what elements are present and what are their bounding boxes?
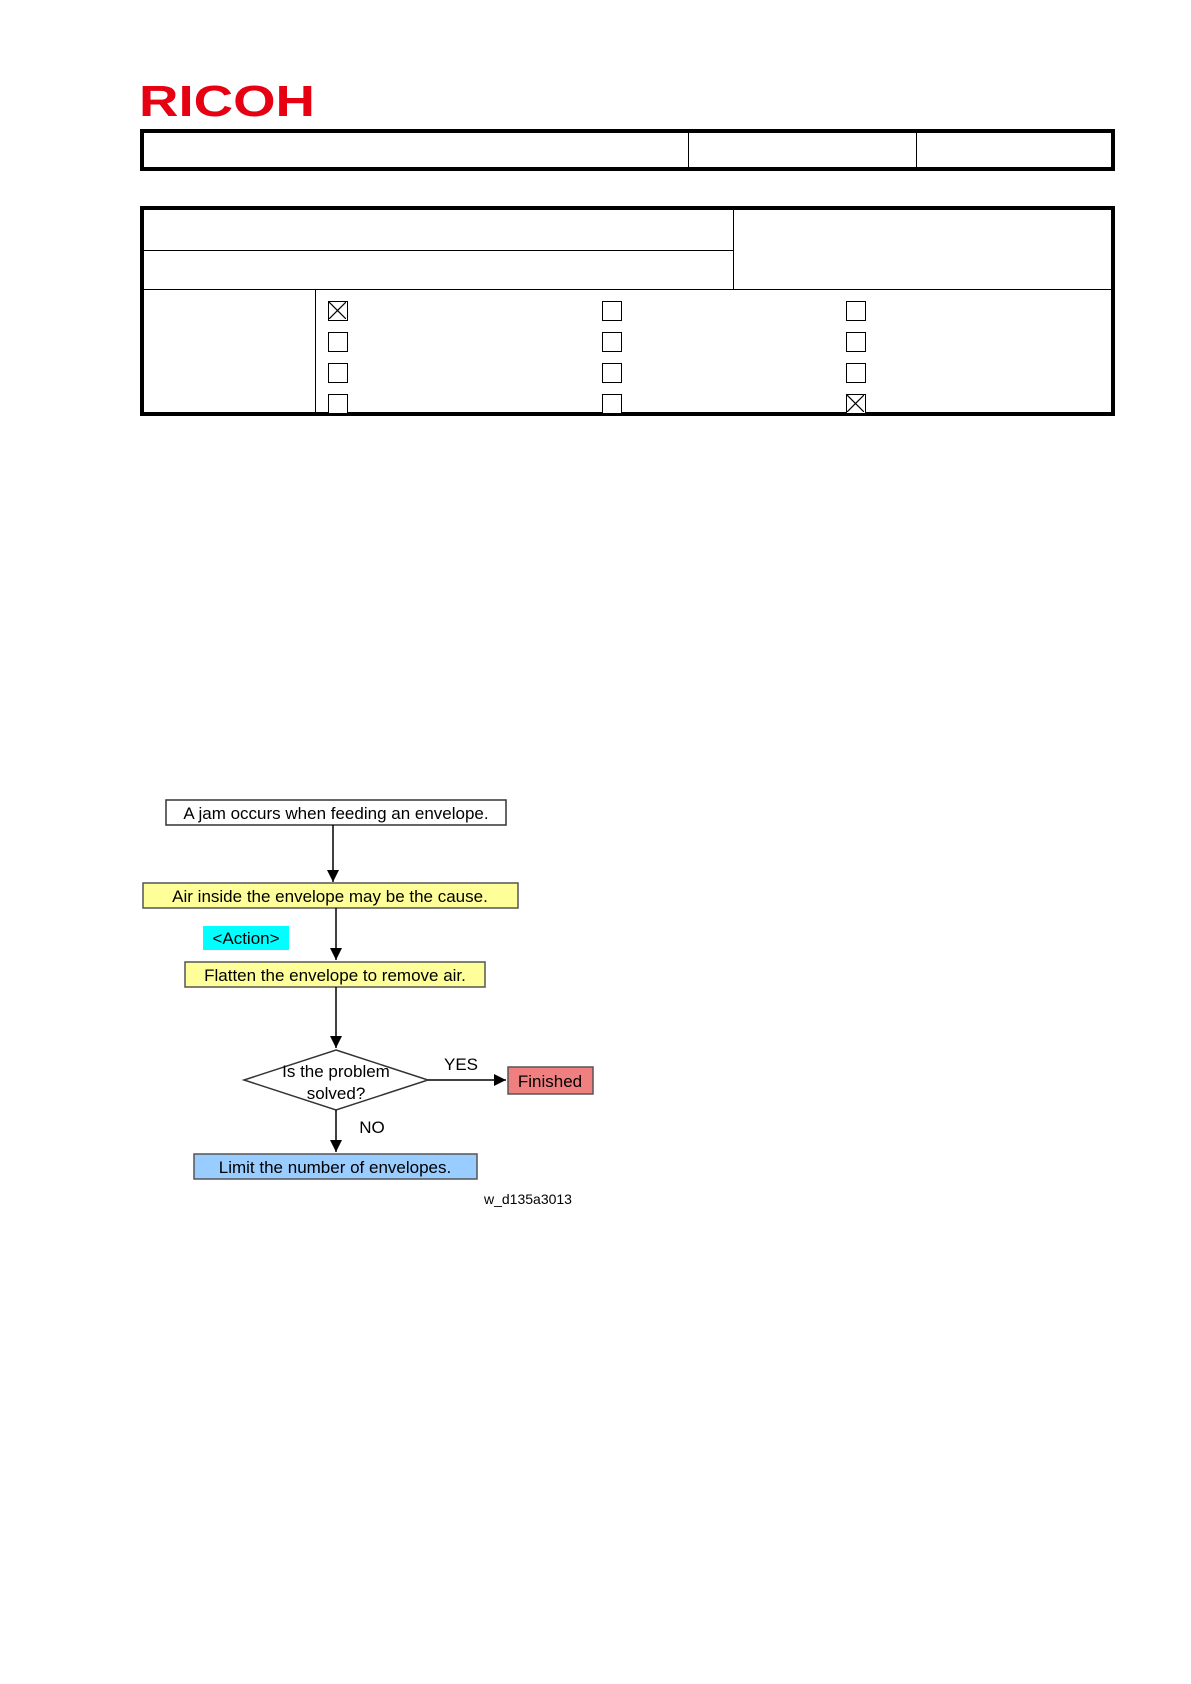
checkbox-r4c2[interactable] (602, 394, 622, 414)
checkbox-r2c3[interactable] (846, 332, 866, 352)
ricoh-logo-mark (139, 82, 315, 122)
checkbox-r3c2[interactable] (602, 363, 622, 383)
header-cell-page (917, 133, 1111, 167)
checkbox-r1c3[interactable] (846, 301, 866, 321)
flowchart (138, 790, 608, 1210)
checkbox-r3c1[interactable] (328, 363, 348, 383)
checkbox-r4c3[interactable] (846, 394, 866, 414)
header-table (140, 129, 1115, 171)
decision-text-line1: Is the problem (282, 1062, 390, 1081)
checkbox-r3c3[interactable] (846, 363, 866, 383)
header-cell-title (144, 133, 689, 167)
no-label: NO (359, 1118, 385, 1137)
yes-label: YES (443, 1055, 479, 1074)
flowchart-svg (138, 790, 608, 1210)
decision-text-line2: solved? (306, 1084, 366, 1103)
check-x-icon (847, 395, 864, 412)
finished-text: Finished (517, 1072, 583, 1091)
checkbox-r2c1[interactable] (328, 332, 348, 352)
action-text: Flatten the envelope to remove air. (204, 966, 466, 985)
ricoh-logo (139, 82, 315, 122)
checkbox-r4c1[interactable] (328, 394, 348, 414)
checkbox-r2c2[interactable] (602, 332, 622, 352)
cause-text: Air inside the envelope may be the cause. (172, 887, 488, 906)
subject-cell (144, 210, 734, 290)
logo-text: RICOH (139, 82, 315, 122)
action-tag-text: <Action> (212, 929, 280, 948)
checkbox-r1c2[interactable] (602, 301, 622, 321)
bulletin-form (140, 206, 1115, 416)
fallback-text: Limit the number of envelopes. (218, 1158, 452, 1177)
subject-divider (144, 250, 733, 251)
start-text: A jam occurs when feeding an envelope. (183, 804, 489, 823)
checkbox-r1c1[interactable] (328, 301, 348, 321)
header-cell-number (689, 133, 917, 167)
check-x-icon (329, 302, 346, 319)
figure-id: w_d135a3013 (484, 1191, 572, 1207)
date-cell (734, 210, 1111, 290)
classification-label-cell (144, 290, 316, 412)
